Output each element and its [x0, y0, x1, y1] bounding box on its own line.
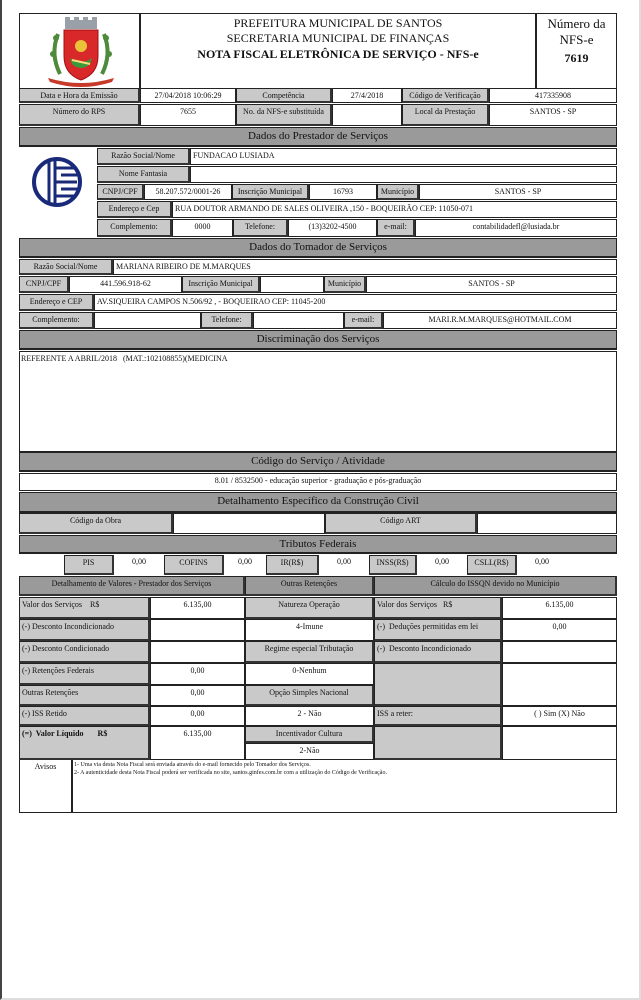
tomador-endereco-label: Endereço e CEP	[19, 294, 94, 311]
regime-label: Regime especial Tributação	[245, 641, 374, 663]
prestador-endereco-label: Endereço e Cep	[97, 201, 172, 218]
local-value: SANTOS - SP	[489, 104, 617, 126]
emissao-value: 27/04/2018 10:06:29	[140, 88, 236, 103]
tomador-inscricao-value	[260, 276, 324, 293]
prestador-complemento-label: Complemento:	[97, 219, 172, 237]
prestador-cnpj-label: CNPJ/CPF	[97, 184, 144, 200]
lusiada-logo-icon	[19, 148, 97, 236]
natureza-value: 4-Imune	[245, 619, 374, 641]
prestador-razao-label: Razão Social/Nome	[97, 148, 190, 165]
tributo-csll-value: 0,00	[535, 557, 549, 566]
tomador-title: Dados do Tomador de Serviços	[19, 238, 617, 258]
tributo-pis-label: PIS	[64, 555, 114, 575]
tomador-razao-value: MARIANA RIBEIRO DE M.MARQUES	[113, 259, 617, 275]
substituida-value	[332, 104, 402, 126]
tomador-telefone-label: Telefone:	[201, 312, 253, 329]
prestador-logo-box	[19, 148, 97, 236]
simples-value: 2 - Não	[245, 706, 374, 726]
valor-liquido-label: (=) Valor Líquido R$	[19, 726, 150, 760]
obra-label: Código da Obra	[19, 513, 173, 534]
cultura-label: Incentivador Cultura	[245, 726, 374, 743]
avisos-text-box	[72, 760, 617, 813]
tomador-telefone-value	[253, 312, 344, 329]
issqn-valor-value: 6.135,00	[502, 597, 617, 619]
tomador-cpf-value: 441.596.918-62	[69, 276, 182, 293]
header-line-2: SECRETARIA MUNICIPAL DE FINANÇAS	[226, 31, 450, 45]
logo-box	[19, 13, 140, 89]
tomador-razao-label: Razão Social/Nome	[19, 259, 113, 275]
tributo-cofins-label: COFINS	[164, 555, 224, 575]
prestador-municipio-value: SANTOS - SP	[419, 184, 617, 200]
prestador-title: Dados do Prestador de Serviços	[19, 127, 617, 147]
tomador-municipio-label: Município	[324, 276, 366, 293]
valores-row-value	[150, 619, 245, 641]
issqn-desconto-value	[502, 641, 617, 663]
valores-row-label: Valor dos Serviços R$	[19, 597, 150, 619]
header-line-1: PREFEITURA MUNICIPAL DE SANTOS	[233, 16, 443, 30]
competencia-label: Competência	[236, 88, 332, 103]
local-label: Local da Prestação	[402, 104, 489, 126]
emissao-label: Data e Hora da Emissão	[19, 88, 140, 103]
numero-label-2: NFS-e	[559, 32, 594, 47]
codigo-value: 417335908	[489, 88, 617, 103]
prestador-endereco-value: RUA DOUTOR ARMANDO DE SALES OLIVEIRA ,150 - BOQUEIRÃO CEP: 11050-071	[172, 201, 617, 218]
valor-liquido-value: 6.135,00	[150, 726, 245, 760]
aviso-line-2: 2- A autenticidade desta Nota Fiscal poderá ser verificada no site, santos.ginfes.com.br com a utilização do Código de Verificação.	[74, 770, 387, 776]
avisos-label-box	[19, 760, 72, 813]
prestador-fantasia-label: Nome Fantasia	[97, 166, 190, 183]
numero-box	[536, 13, 617, 89]
codigo-label: Código de Verificação	[402, 88, 489, 103]
numero-label-1: Número da	[547, 16, 606, 31]
issqn-title: Cálculo do ISSQN devido no Município	[374, 576, 617, 596]
valores-row-value: 0,00	[150, 706, 245, 726]
prestador-fantasia-value	[190, 166, 617, 183]
issqn-desconto-label: (-) Desconto Incondicionado	[374, 641, 502, 663]
iss-reter-value: ( ) Sim (X) Não	[502, 706, 617, 726]
discriminacao-title: Discriminação dos Serviços	[19, 330, 617, 350]
tomador-email-label: e-mail:	[344, 312, 383, 329]
regime-value: 0-Nenhum	[245, 663, 374, 685]
tomador-complemento-value	[94, 312, 201, 329]
competencia-value: 27/4/2018	[332, 88, 402, 103]
tributo-inss-value: 0,00	[435, 557, 449, 566]
tomador-endereco-value: AV.SIQUEIRA CAMPOS N.506/92 , - BOQUEIRAO CEP: 11045-200	[94, 294, 617, 311]
natureza-label: Natureza Operação	[245, 597, 374, 619]
avisos-label: Avisos	[34, 762, 57, 771]
art-label: Código ART	[325, 513, 477, 534]
issqn-deducoes-label: (-) Deduções permitidas em lei	[374, 619, 502, 641]
prestador-inscricao-label: Inscrição Municipal	[232, 184, 309, 200]
simples-label: Opção Simples Nacional	[245, 685, 374, 706]
tributo-cofins-value: 0,00	[238, 557, 252, 566]
tributos-title: Tributos Federais	[19, 535, 617, 554]
prestador-municipio-label: Município	[377, 184, 419, 200]
discriminacao-text: REFERENTE A ABRIL/2018 (MAT.:102108855)(MEDICINA	[21, 354, 228, 363]
issqn-deducoes-value: 0,00	[502, 619, 617, 641]
tributo-pis-value: 0,00	[132, 557, 146, 566]
prestador-complemento-value: 0000	[172, 219, 233, 237]
tributo-ir-label: IR(R$)	[266, 555, 319, 575]
numero-value: 7619	[564, 51, 589, 65]
aviso-line-1: 1- Uma via desta Nota Fiscal será enviada através do e-mail fornecido pelo Tomador dos Serviços.	[74, 762, 311, 768]
tomador-email-value: MARI.R.M.MARQUES@HOTMAIL.COM	[383, 312, 617, 329]
tomador-complemento-label: Complemento:	[19, 312, 94, 329]
tributo-csll-label: CSLL(R$)	[467, 555, 517, 575]
tomador-inscricao-label: Inscrição Municipal	[182, 276, 260, 293]
obra-value	[173, 513, 325, 534]
issqn-valor-label: Valor dos Serviços R$	[374, 597, 502, 619]
valores-row-label: (-) Retenções Federais	[19, 663, 150, 685]
valores-row-label: (-) Desconto Condicionado	[19, 641, 150, 663]
rps-label: Número do RPS	[19, 104, 140, 126]
construcao-title: Detalhamento Específico da Construção Civil	[19, 492, 617, 513]
valores-row-value	[150, 641, 245, 663]
substituida-label: No. da NFS-e substituída	[236, 104, 332, 126]
valores-title: Detalhamento de Valores - Prestador dos Serviços	[19, 576, 245, 596]
cultura-value: 2-Não	[245, 743, 374, 760]
prestador-telefone-value: (13)3202-4500	[288, 219, 377, 237]
valores-row-label: Outras Retenções	[19, 685, 150, 706]
prestador-email-label: e-mail:	[377, 219, 415, 237]
prestador-razao-value: FUNDACAO LUSIADA	[190, 148, 617, 165]
tributo-inss-label: INSS(R$)	[369, 555, 417, 575]
valores-row-value: 0,00	[150, 663, 245, 685]
valores-row-value: 0,00	[150, 685, 245, 706]
tomador-municipio-value: SANTOS - SP	[366, 276, 617, 293]
valores-row-label: (-) Desconto Incondicionado	[19, 619, 150, 641]
prestador-telefone-label: Telefone:	[233, 219, 288, 237]
prestador-inscricao-value: 16793	[309, 184, 377, 200]
prestador-email-value: contabilidadefl@lusiada.br	[415, 219, 617, 237]
issqn-blank-value-2	[502, 726, 617, 760]
outras-title: Outras Retenções	[245, 576, 374, 596]
servico-title: Código do Serviço / Atividade	[19, 452, 617, 472]
issqn-blank-label-2	[374, 726, 502, 760]
tributo-ir-value: 0,00	[337, 557, 351, 566]
tomador-cpf-label: CNPJ/CPF	[19, 276, 69, 293]
iss-reter-label: ISS a reter:	[374, 706, 502, 726]
issqn-blank-value	[502, 663, 617, 706]
coat-of-arms-icon	[20, 14, 141, 90]
header-line-3: NOTA FISCAL ELETRÔNICA DE SERVIÇO - NFS-e	[197, 47, 479, 61]
header-title-box	[140, 13, 536, 89]
discriminacao-box	[19, 351, 617, 452]
rps-value: 7655	[140, 104, 236, 126]
art-value	[477, 513, 617, 534]
valores-row-label: (-) ISS Retido	[19, 706, 150, 726]
issqn-blank-label	[374, 663, 502, 706]
prestador-cnpj-value: 58.207.572/0001-26	[144, 184, 232, 200]
valores-row-value: 6.135,00	[150, 597, 245, 619]
servico-value: 8.01 / 8532500 - educação superior - graduação e pós-graduação	[19, 473, 617, 491]
